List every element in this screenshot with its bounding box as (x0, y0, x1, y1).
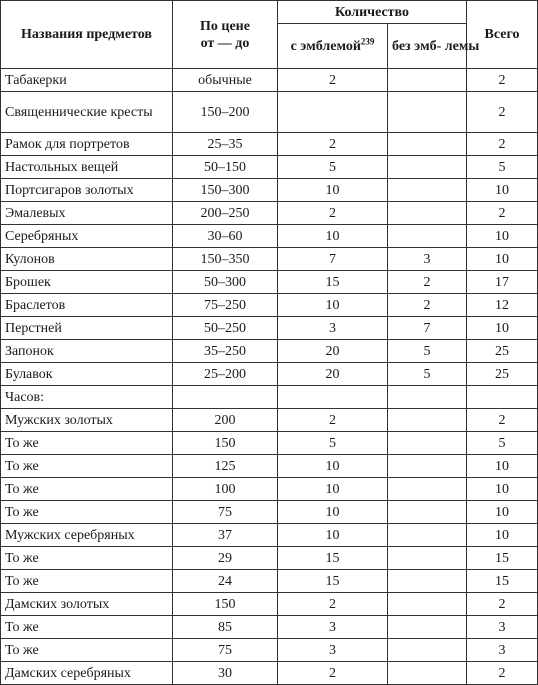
with-emblem-cell: 7 (278, 248, 388, 271)
without-emblem-cell: 2 (388, 271, 467, 294)
price-cell: 29 (173, 547, 278, 570)
total-cell: 10 (467, 225, 538, 248)
table-row (1, 547, 538, 570)
total-cell: 2 (467, 593, 538, 616)
with-emblem-cell: 3 (278, 317, 388, 340)
with-emblem-cell (278, 386, 388, 409)
total-cell: 25 (467, 363, 538, 386)
header-without-emblem: без эмб- лемы (388, 24, 467, 69)
price-cell: 50–300 (173, 271, 278, 294)
total-cell: 12 (467, 294, 538, 317)
with-emblem-cell: 3 (278, 639, 388, 662)
header-price-range (173, 1, 278, 69)
without-emblem-cell: 3 (388, 248, 467, 271)
without-emblem-cell (388, 501, 467, 524)
table-row (1, 248, 538, 271)
price-cell: 150–200 (173, 92, 278, 133)
with-emblem-cell: 3 (278, 616, 388, 639)
with-emblem-cell: 15 (278, 547, 388, 570)
without-emblem-cell: 2 (388, 294, 467, 317)
without-emblem-cell (388, 662, 467, 685)
price-cell: 50–150 (173, 156, 278, 179)
with-emblem-cell: 10 (278, 501, 388, 524)
table-row (1, 478, 538, 501)
total-cell: 5 (467, 156, 538, 179)
item-name-cell: То же (1, 547, 173, 570)
header-price-line2: от — до (200, 35, 250, 51)
with-emblem-cell (278, 92, 388, 133)
price-cell: 200–250 (173, 202, 278, 225)
with-emblem-cell: 15 (278, 570, 388, 593)
total-cell: 2 (467, 69, 538, 92)
item-name-cell: Эмалевых (1, 202, 173, 225)
header-with-emblem-label: с эмблемой (290, 38, 361, 54)
table-body (1, 69, 538, 685)
item-name-cell: Брошек (1, 271, 173, 294)
item-name-cell: То же (1, 501, 173, 524)
total-cell: 10 (467, 478, 538, 501)
without-emblem-cell (388, 478, 467, 501)
without-emblem-cell (388, 386, 467, 409)
without-emblem-cell (388, 156, 467, 179)
table-row (1, 179, 538, 202)
header-item-names: Названия предметов (1, 1, 173, 69)
table-row (1, 455, 538, 478)
item-name-cell: Часов: (1, 386, 173, 409)
without-emblem-cell (388, 593, 467, 616)
item-name-cell: Настольных вещей (1, 156, 173, 179)
table-row (1, 340, 538, 363)
table-row (1, 225, 538, 248)
table-row (1, 294, 538, 317)
item-name-cell: Серебряных (1, 225, 173, 248)
price-cell: 50–250 (173, 317, 278, 340)
without-emblem-cell (388, 455, 467, 478)
item-name-cell: Дамских серебряных (1, 662, 173, 685)
item-name-cell: То же (1, 455, 173, 478)
total-cell: 10 (467, 455, 538, 478)
with-emblem-cell: 10 (278, 478, 388, 501)
with-emblem-cell: 5 (278, 156, 388, 179)
total-cell: 2 (467, 409, 538, 432)
with-emblem-cell: 15 (278, 271, 388, 294)
footnote-ref: 239 (360, 35, 375, 46)
price-cell: 30–60 (173, 225, 278, 248)
item-name-cell: То же (1, 432, 173, 455)
total-cell: 5 (467, 432, 538, 455)
table-row (1, 92, 538, 133)
item-name-cell: Священнические кресты (1, 92, 173, 133)
price-cell (173, 386, 278, 409)
price-cell: 25–35 (173, 133, 278, 156)
without-emblem-cell (388, 409, 467, 432)
item-name-cell: Кулонов (1, 248, 173, 271)
item-name-cell: То же (1, 616, 173, 639)
item-name-cell: Рамок для портретов (1, 133, 173, 156)
with-emblem-cell: 2 (278, 662, 388, 685)
with-emblem-cell: 2 (278, 409, 388, 432)
total-cell: 15 (467, 547, 538, 570)
price-cell: 37 (173, 524, 278, 547)
table-row (1, 409, 538, 432)
table-row (1, 501, 538, 524)
table-row (1, 133, 538, 156)
item-name-cell: Мужских золотых (1, 409, 173, 432)
table-row (1, 524, 538, 547)
without-emblem-cell (388, 179, 467, 202)
without-emblem-cell (388, 202, 467, 225)
with-emblem-cell: 2 (278, 69, 388, 92)
price-cell: 150 (173, 432, 278, 455)
item-name-cell: Булавок (1, 363, 173, 386)
item-name-cell: Мужских серебряных (1, 524, 173, 547)
with-emblem-cell: 20 (278, 340, 388, 363)
table-row (1, 386, 538, 409)
item-name-cell: То же (1, 639, 173, 662)
without-emblem-cell (388, 547, 467, 570)
total-cell: 17 (467, 271, 538, 294)
without-emblem-cell (388, 616, 467, 639)
total-cell (467, 386, 538, 409)
total-cell: 25 (467, 340, 538, 363)
price-cell: 30 (173, 662, 278, 685)
price-cell: 85 (173, 616, 278, 639)
total-cell: 2 (467, 92, 538, 133)
with-emblem-cell: 2 (278, 133, 388, 156)
table-row (1, 593, 538, 616)
without-emblem-cell (388, 570, 467, 593)
total-cell: 2 (467, 662, 538, 685)
without-emblem-cell (388, 225, 467, 248)
total-cell: 10 (467, 524, 538, 547)
table-row (1, 202, 538, 225)
item-name-cell: То же (1, 478, 173, 501)
price-cell: 150–300 (173, 179, 278, 202)
without-emblem-cell: 5 (388, 363, 467, 386)
header-price-line1: По цене (200, 18, 250, 34)
without-emblem-cell (388, 432, 467, 455)
item-name-cell: Запонок (1, 340, 173, 363)
price-cell: 150–350 (173, 248, 278, 271)
price-cell: 75–250 (173, 294, 278, 317)
table-row (1, 432, 538, 455)
total-cell: 2 (467, 202, 538, 225)
price-cell: 75 (173, 639, 278, 662)
without-emblem-cell: 7 (388, 317, 467, 340)
total-cell: 15 (467, 570, 538, 593)
table-row (1, 616, 538, 639)
with-emblem-cell: 10 (278, 225, 388, 248)
price-cell: 25–200 (173, 363, 278, 386)
price-cell: 150 (173, 593, 278, 616)
total-cell: 10 (467, 501, 538, 524)
item-name-cell: Портсигаров золотых (1, 179, 173, 202)
table-row (1, 570, 538, 593)
with-emblem-cell: 10 (278, 294, 388, 317)
total-cell: 2 (467, 133, 538, 156)
total-cell: 3 (467, 639, 538, 662)
table-row (1, 271, 538, 294)
without-emblem-cell (388, 69, 467, 92)
item-name-cell: Перстней (1, 317, 173, 340)
total-cell: 10 (467, 179, 538, 202)
price-cell: 24 (173, 570, 278, 593)
with-emblem-cell: 10 (278, 455, 388, 478)
table-row (1, 662, 538, 685)
price-cell: 100 (173, 478, 278, 501)
without-emblem-cell (388, 133, 467, 156)
item-name-cell: Табакерки (1, 69, 173, 92)
table-row (1, 639, 538, 662)
price-cell: 75 (173, 501, 278, 524)
without-emblem-cell (388, 524, 467, 547)
total-cell: 3 (467, 616, 538, 639)
with-emblem-cell: 10 (278, 524, 388, 547)
price-cell: обычные (173, 69, 278, 92)
table-row (1, 363, 538, 386)
header-quantity: Количество (278, 1, 467, 24)
total-cell: 10 (467, 248, 538, 271)
with-emblem-cell: 10 (278, 179, 388, 202)
header-total: Всего (467, 1, 538, 69)
price-cell: 200 (173, 409, 278, 432)
header-with-emblem (278, 24, 388, 69)
total-cell: 10 (467, 317, 538, 340)
table-row (1, 317, 538, 340)
price-cell: 125 (173, 455, 278, 478)
item-name-cell: То же (1, 570, 173, 593)
item-name-cell: Браслетов (1, 294, 173, 317)
with-emblem-cell: 5 (278, 432, 388, 455)
without-emblem-cell (388, 639, 467, 662)
with-emblem-cell: 2 (278, 202, 388, 225)
table-row (1, 69, 538, 92)
with-emblem-cell: 20 (278, 363, 388, 386)
without-emblem-cell: 5 (388, 340, 467, 363)
table-row (1, 156, 538, 179)
without-emblem-cell (388, 92, 467, 133)
with-emblem-cell: 2 (278, 593, 388, 616)
price-cell: 35–250 (173, 340, 278, 363)
item-name-cell: Дамских золотых (1, 593, 173, 616)
